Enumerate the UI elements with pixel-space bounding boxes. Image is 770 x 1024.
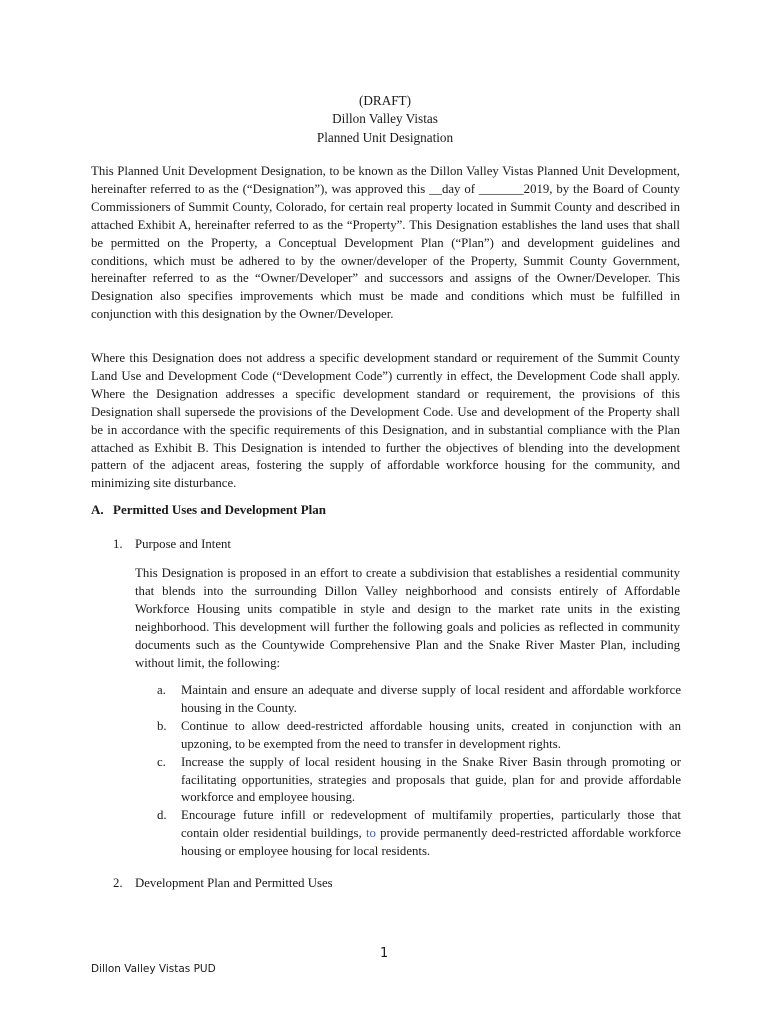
document-header (0, 92, 770, 147)
goals-list (157, 682, 681, 861)
section-a-heading (91, 502, 326, 518)
list-marker: b. (157, 718, 167, 733)
development-code-paragraph: Where this Designation does not address a specific development standard or requirement of the Summit County Land Use and Development Code (“Development Code”) currently in effect, the Development Code shall apply. Where the Designation addresses a specific development standard or requirement, the provisions of this Designation shall supersede the provisions of the Development Code. Use and development of the Property shall be in accordance with the specific requirements of this Designation, and in substantial compliance with the Plan attached as Exhibit B. This Designation is intended to further the objectives of blending into the development pattern of the adjacent areas, fostering the supply of affordable workforce housing for the community, and minimizing site disturbance. (91, 351, 680, 491)
list-item (157, 807, 681, 861)
list-marker: c. (157, 754, 166, 769)
section-a-title: Permitted Uses and Development Plan (113, 502, 327, 517)
list-item-text: Continue to allow deed-restricted affordable housing units, created in conjunction with an upzoning, to be exempted from the need to transfer in development rights. (181, 718, 681, 751)
item-1-number: 1. (113, 537, 123, 551)
list-marker: a. (157, 683, 166, 697)
designation-title: Planned Unit Designation (316, 129, 454, 145)
item-2-title: Development Plan and Permitted Uses (135, 876, 333, 890)
list-item-text-end: provide permanently deed-restricted affordable workforce housing or employee housing for local residents. (181, 826, 681, 859)
list-item-text: Increase the supply of local resident housing in the Snake River Basin through promoting or facilitating opportunities, strategies and proposals that guide, plan for and provide affordable workforce and employee housing. (181, 754, 681, 805)
draft-label: (DRAFT) (358, 93, 412, 108)
item-2-number: 2. (113, 876, 123, 890)
project-title: Dillon Valley Vistas (332, 111, 438, 127)
highlighted-word: to (365, 826, 376, 841)
item-2-heading (113, 876, 333, 891)
list-item (157, 718, 681, 754)
item-1-title: Purpose and Intent (135, 537, 231, 551)
purpose-intent-paragraph: This Designation is proposed in an effort to create a subdivision that establishes a residential community that blends into the surrounding Dillon Valley neighborhood and consists entirely of Affordable Workforce Housing units compatible in style and design to the market rate units in the existing neighborhood. This development will further the following goals and policies as reflected in community documents such as the Countywide Comprehensive Plan and the Snake River Master Plan, including without limit, the following: (135, 566, 680, 670)
list-item-text: Maintain and ensure an adequate and diverse supply of local resident and affordable workforce housing in the County. (181, 683, 681, 715)
item-1-heading (113, 537, 231, 552)
intro-paragraph: This Planned Unit Development Designation, to be known as the Dillon Valley Vistas Planned Unit Development, hereinafter referred to as the (“Designation”), was approved this __day of _______2019, by the Board of County Commissioners of Summit County, Colorado, for certain real property located in Summit County and described in attached Exhibit A, hereinafter referred to as the “Property”. This Designation establishes the land uses that shall be permitted on the Property, a Conceptual Development Plan (“Plan”) and development guidelines and conditions, which must be adhered to by the owner/developer of the Property, Summit County Government, hereinafter referred to as the “Owner/Developer” and successors and assigns of the Owner/Developer. This Designation also specifies improvements which must be made and conditions which must be fulfilled in conjunction with this designation by the Owner/Developer. (91, 164, 680, 322)
list-item (157, 682, 681, 718)
list-item (157, 754, 681, 808)
section-a-label: A. (91, 502, 104, 517)
page-number: 1 (380, 946, 389, 961)
list-item-text-start: Encourage future infill or redevelopment of multifamily properties, particularly those that contain older residential buildings, (181, 808, 681, 841)
list-marker: d. (157, 808, 167, 823)
footer-doc-name: Dillon Valley Vistas PUD (91, 963, 216, 975)
